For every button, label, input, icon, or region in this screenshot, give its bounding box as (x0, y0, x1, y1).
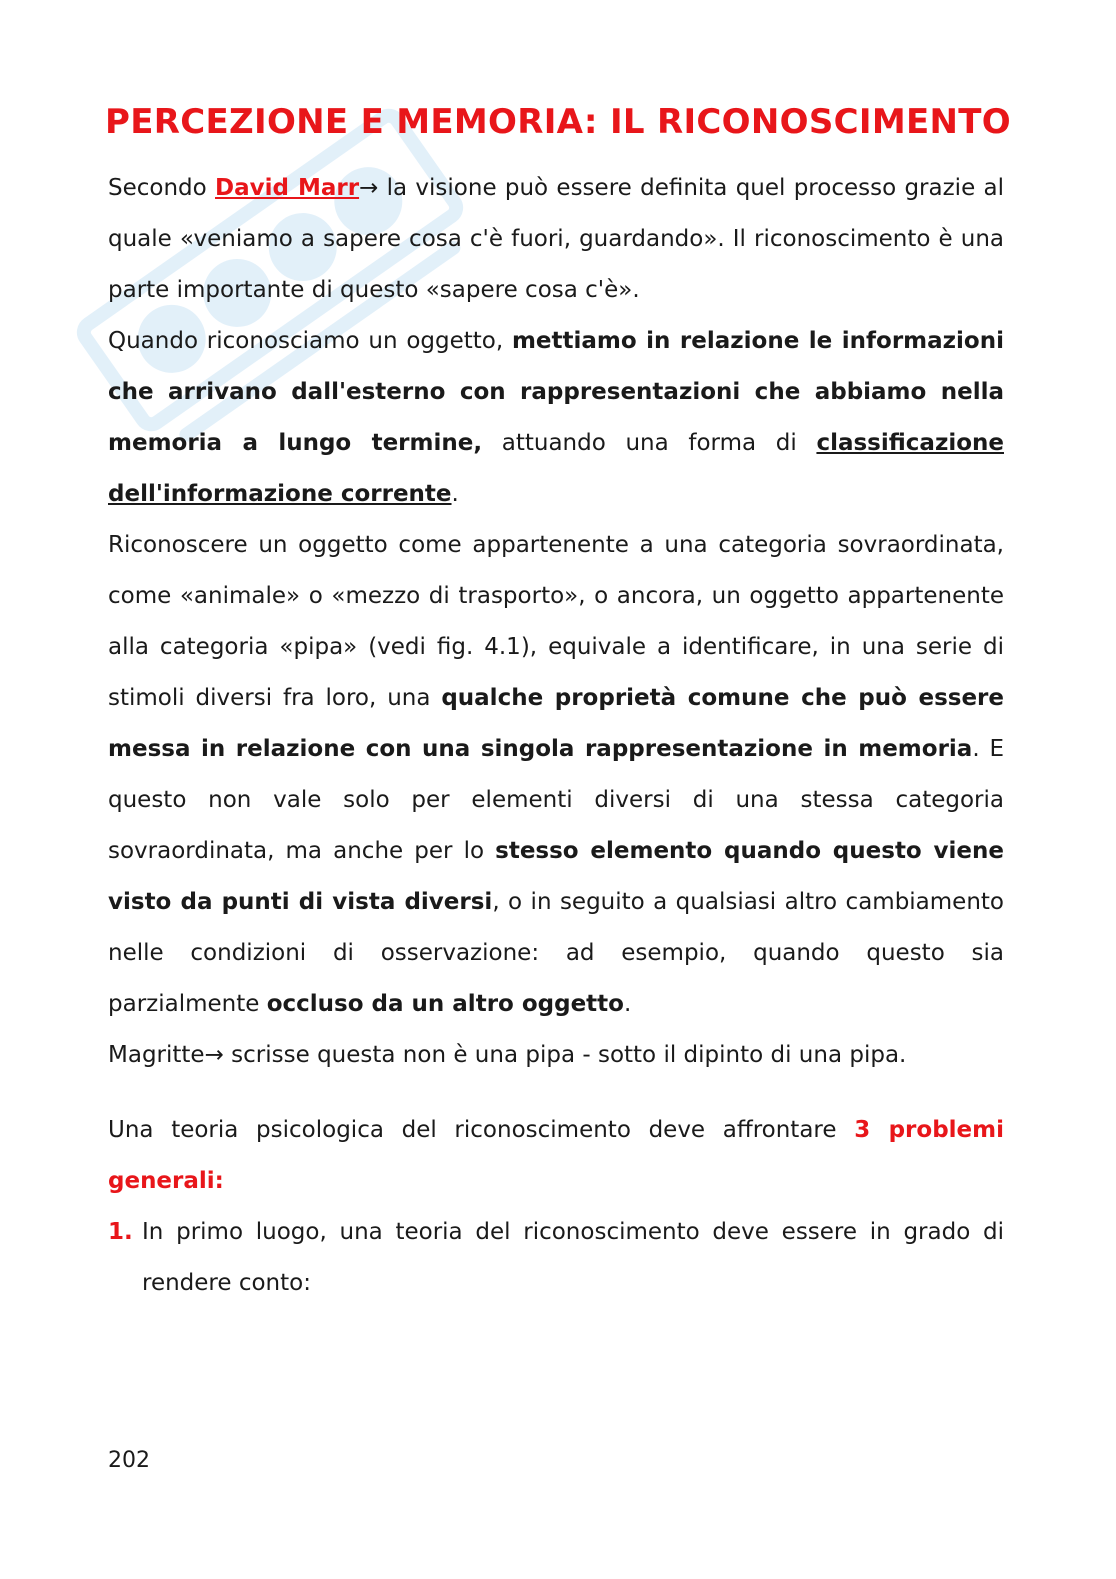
arrow-icon: → (359, 175, 379, 201)
paragraph-magritte: Magritte→ scrisse questa non è una pipa - sotto il dipinto di una pipa. (108, 1042, 907, 1068)
arrow-icon: → (204, 1042, 224, 1068)
page-title: PERCEZIONE E MEMORIA: IL RICONOSCIMENTO (105, 102, 1011, 142)
list-item-text: In primo luogo, una teoria del riconoscimento deve essere in grado di rendere conto: (142, 1219, 1004, 1296)
paragraph-categoria: Riconoscere un oggetto come appartenente a una categoria sovraordinata, come «animale» o «mezzo di trasporto», o ancora, un oggetto appartenente alla categoria «pipa» (vedi fig. 4.1), equivale a identificare, in una serie di stimoli diversi fra loro, una qualche proprietà comune che può essere messa in relazione con una singola rappresentazione in memoria. E questo non vale solo per elementi diversi di una stessa categoria sovraordinata, ma anche per lo stesso elemento quando questo viene visto da punti di vista diversi, o in seguito a qualsiasi altro cambiamento nelle condizioni di osservazione: ad esempio, quando questo sia parzialmente occluso da un altro oggetto. (108, 532, 1005, 1017)
paragraph-teoria: Una teoria psicologica del riconoscimento deve affrontare 3 problemi generali: (108, 1117, 1004, 1194)
paragraph-marr: Secondo David Marr→ la visione può essere definita quel processo grazie al quale «veniamo a sapere cosa c'è fuori, guardando». Il riconoscimento è una parte importante di questo «sapere cosa c'è». (108, 175, 1005, 303)
paragraph-riconoscimento: Quando riconosciamo un oggetto, mettiamo in relazione le informazioni che arrivano dall'esterno con rappresentazioni che abbiamo nella memoria a lungo termine, attuando una forma di classificazione dell'informazione corrente. (108, 328, 1004, 507)
list-number: 1. (108, 1219, 133, 1245)
document-body (108, 163, 1004, 1309)
page-number: 202 (108, 1448, 150, 1473)
david-marr-link[interactable]: David Marr (215, 175, 360, 201)
list-item (108, 1207, 1004, 1309)
